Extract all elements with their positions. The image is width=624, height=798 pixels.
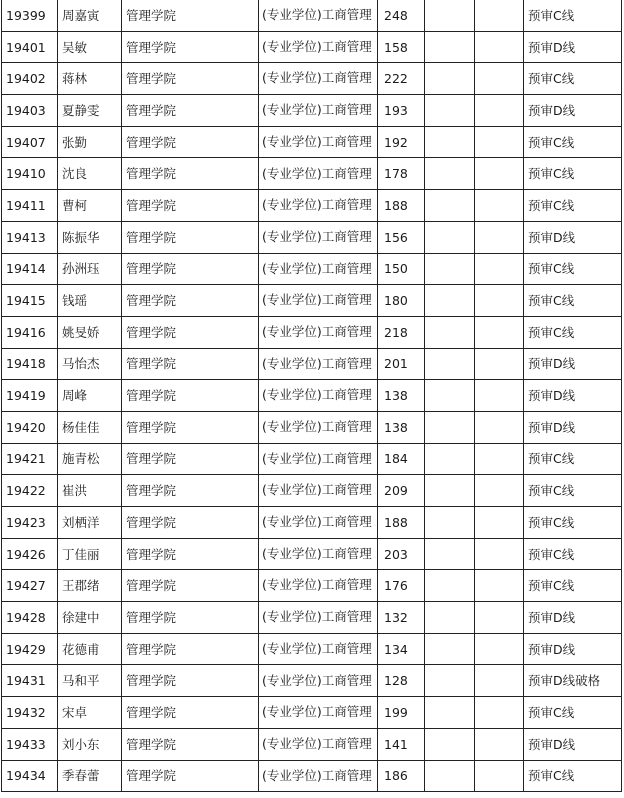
review-note-cell: 预审C线 (524, 158, 622, 190)
empty-cell (475, 95, 524, 127)
score-cell: 248 (378, 0, 425, 31)
applicant-id-cell: 19419 (2, 380, 58, 412)
table-row (2, 285, 622, 317)
score-cell: 199 (378, 697, 425, 729)
applicant-id-cell: 19415 (2, 285, 58, 317)
applicant-name-cell: 徐建中 (58, 602, 122, 634)
major-cell: (专业学位)工商管理 (259, 602, 378, 634)
major-cell: (专业学位)工商管理 (259, 633, 378, 665)
school-cell: 管理学院 (122, 380, 259, 412)
empty-cell (475, 0, 524, 31)
empty-cell (475, 253, 524, 285)
empty-cell (425, 760, 475, 792)
applicant-name-cell: 刘小东 (58, 728, 122, 760)
empty-cell (475, 728, 524, 760)
empty-cell (425, 570, 475, 602)
applicant-id-cell: 19407 (2, 126, 58, 158)
school-cell: 管理学院 (122, 95, 259, 127)
school-cell: 管理学院 (122, 190, 259, 222)
empty-cell (425, 253, 475, 285)
school-cell: 管理学院 (122, 538, 259, 570)
score-cell: 158 (378, 31, 425, 63)
school-cell: 管理学院 (122, 570, 259, 602)
review-note-cell: 预审C线 (524, 697, 622, 729)
table-row (2, 760, 622, 792)
score-cell: 201 (378, 348, 425, 380)
empty-cell (475, 221, 524, 253)
table-row (2, 728, 622, 760)
review-note-cell: 预审C线 (524, 316, 622, 348)
score-cell: 128 (378, 665, 425, 697)
empty-cell (425, 475, 475, 507)
empty-cell (425, 221, 475, 253)
school-cell: 管理学院 (122, 348, 259, 380)
applicant-name-cell: 曹柯 (58, 190, 122, 222)
applicant-id-cell: 19413 (2, 221, 58, 253)
major-cell: (专业学位)工商管理 (259, 507, 378, 539)
empty-cell (425, 538, 475, 570)
school-cell: 管理学院 (122, 602, 259, 634)
school-cell: 管理学院 (122, 253, 259, 285)
review-note-cell: 预审D线 (524, 380, 622, 412)
applicant-name-cell: 马和平 (58, 665, 122, 697)
applicant-name-cell: 周嘉寅 (58, 0, 122, 31)
review-note-cell: 预审D线 (524, 633, 622, 665)
review-note-cell: 预审D线 (524, 95, 622, 127)
empty-cell (475, 63, 524, 95)
review-note-cell: 预审D线破格 (524, 665, 622, 697)
empty-cell (475, 380, 524, 412)
applicant-id-cell: 19429 (2, 633, 58, 665)
applicant-id-cell: 19416 (2, 316, 58, 348)
empty-cell (425, 285, 475, 317)
applicant-id-cell: 19422 (2, 475, 58, 507)
table-row (2, 665, 622, 697)
major-cell: (专业学位)工商管理 (259, 538, 378, 570)
major-cell: (专业学位)工商管理 (259, 126, 378, 158)
school-cell: 管理学院 (122, 443, 259, 475)
review-note-cell: 预审C线 (524, 760, 622, 792)
table-row (2, 253, 622, 285)
table-row (2, 31, 622, 63)
applicant-name-cell: 陈振华 (58, 221, 122, 253)
review-note-cell: 预审D线 (524, 348, 622, 380)
applicant-id-cell: 19399 (2, 0, 58, 31)
table-row (2, 348, 622, 380)
table-row (2, 95, 622, 127)
school-cell: 管理学院 (122, 31, 259, 63)
score-cell: 203 (378, 538, 425, 570)
empty-cell (475, 665, 524, 697)
score-cell: 188 (378, 507, 425, 539)
applicant-id-cell: 19431 (2, 665, 58, 697)
score-cell: 180 (378, 285, 425, 317)
score-cell: 192 (378, 126, 425, 158)
review-note-cell: 预审C线 (524, 190, 622, 222)
school-cell: 管理学院 (122, 316, 259, 348)
major-cell: (专业学位)工商管理 (259, 158, 378, 190)
applicant-name-cell: 孙洲珏 (58, 253, 122, 285)
major-cell: (专业学位)工商管理 (259, 31, 378, 63)
empty-cell (475, 475, 524, 507)
score-cell: 134 (378, 633, 425, 665)
empty-cell (425, 697, 475, 729)
empty-cell (475, 316, 524, 348)
empty-cell (425, 443, 475, 475)
school-cell: 管理学院 (122, 665, 259, 697)
applicant-id-cell: 19423 (2, 507, 58, 539)
review-note-cell: 预审D线 (524, 602, 622, 634)
table-row (2, 316, 622, 348)
major-cell: (专业学位)工商管理 (259, 348, 378, 380)
review-note-cell: 预审D线 (524, 221, 622, 253)
applicant-id-cell: 19433 (2, 728, 58, 760)
major-cell: (专业学位)工商管理 (259, 411, 378, 443)
empty-cell (475, 411, 524, 443)
empty-cell (475, 126, 524, 158)
empty-cell (425, 95, 475, 127)
score-cell: 176 (378, 570, 425, 602)
applicant-id-cell: 19420 (2, 411, 58, 443)
score-cell: 209 (378, 475, 425, 507)
review-note-cell: 预审D线 (524, 31, 622, 63)
major-cell: (专业学位)工商管理 (259, 697, 378, 729)
applicant-id-cell: 19402 (2, 63, 58, 95)
table-row (2, 63, 622, 95)
empty-cell (475, 538, 524, 570)
table-row (2, 570, 622, 602)
school-cell: 管理学院 (122, 221, 259, 253)
major-cell: (专业学位)工商管理 (259, 570, 378, 602)
empty-cell (425, 380, 475, 412)
applicant-id-cell: 19403 (2, 95, 58, 127)
applicant-id-cell: 19426 (2, 538, 58, 570)
score-cell: 178 (378, 158, 425, 190)
applicant-name-cell: 张勤 (58, 126, 122, 158)
table-row (2, 221, 622, 253)
score-cell: 193 (378, 95, 425, 127)
score-cell: 184 (378, 443, 425, 475)
empty-cell (425, 411, 475, 443)
review-note-cell: 预审D线 (524, 728, 622, 760)
school-cell: 管理学院 (122, 0, 259, 31)
review-note-cell: 预审C线 (524, 126, 622, 158)
major-cell: (专业学位)工商管理 (259, 285, 378, 317)
review-note-cell: 预审C线 (524, 253, 622, 285)
major-cell: (专业学位)工商管理 (259, 253, 378, 285)
review-note-cell: 预审C线 (524, 570, 622, 602)
empty-cell (425, 728, 475, 760)
score-cell: 138 (378, 380, 425, 412)
applicant-id-cell: 19421 (2, 443, 58, 475)
applicant-name-cell: 王郡绪 (58, 570, 122, 602)
table-row (2, 602, 622, 634)
applicant-table-body (2, 0, 622, 792)
table-row (2, 158, 622, 190)
applicant-name-cell: 沈良 (58, 158, 122, 190)
empty-cell (425, 507, 475, 539)
score-cell: 150 (378, 253, 425, 285)
major-cell: (专业学位)工商管理 (259, 380, 378, 412)
major-cell: (专业学位)工商管理 (259, 760, 378, 792)
school-cell: 管理学院 (122, 126, 259, 158)
applicant-name-cell: 花德甫 (58, 633, 122, 665)
school-cell: 管理学院 (122, 507, 259, 539)
empty-cell (425, 190, 475, 222)
empty-cell (475, 570, 524, 602)
major-cell: (专业学位)工商管理 (259, 475, 378, 507)
empty-cell (475, 443, 524, 475)
score-cell: 188 (378, 190, 425, 222)
table-row (2, 507, 622, 539)
empty-cell (425, 602, 475, 634)
score-cell: 132 (378, 602, 425, 634)
empty-cell (425, 633, 475, 665)
applicant-id-cell: 19434 (2, 760, 58, 792)
empty-cell (425, 126, 475, 158)
school-cell: 管理学院 (122, 760, 259, 792)
school-cell: 管理学院 (122, 633, 259, 665)
applicant-id-cell: 19410 (2, 158, 58, 190)
empty-cell (475, 760, 524, 792)
school-cell: 管理学院 (122, 63, 259, 95)
table-row (2, 633, 622, 665)
major-cell: (专业学位)工商管理 (259, 665, 378, 697)
applicant-id-cell: 19401 (2, 31, 58, 63)
score-cell: 186 (378, 760, 425, 792)
applicant-id-cell: 19418 (2, 348, 58, 380)
table-row (2, 380, 622, 412)
applicant-name-cell: 蒋林 (58, 63, 122, 95)
applicant-name-cell: 宋卓 (58, 697, 122, 729)
school-cell: 管理学院 (122, 158, 259, 190)
empty-cell (425, 0, 475, 31)
table-row (2, 443, 622, 475)
empty-cell (475, 158, 524, 190)
table-row (2, 126, 622, 158)
empty-cell (425, 63, 475, 95)
applicant-name-cell: 施青松 (58, 443, 122, 475)
applicant-id-cell: 19414 (2, 253, 58, 285)
applicant-name-cell: 姚旻娇 (58, 316, 122, 348)
major-cell: (专业学位)工商管理 (259, 443, 378, 475)
empty-cell (425, 348, 475, 380)
major-cell: (专业学位)工商管理 (259, 190, 378, 222)
applicant-name-cell: 吴敏 (58, 31, 122, 63)
school-cell: 管理学院 (122, 475, 259, 507)
review-note-cell: 预审C线 (524, 443, 622, 475)
table-row (2, 0, 622, 31)
applicant-name-cell: 丁佳丽 (58, 538, 122, 570)
score-cell: 138 (378, 411, 425, 443)
applicant-name-cell: 刘栖洋 (58, 507, 122, 539)
review-note-cell: 预审D线 (524, 411, 622, 443)
major-cell: (专业学位)工商管理 (259, 95, 378, 127)
review-note-cell: 预审C线 (524, 285, 622, 317)
table-row (2, 190, 622, 222)
school-cell: 管理学院 (122, 697, 259, 729)
score-cell: 218 (378, 316, 425, 348)
applicant-name-cell: 周峰 (58, 380, 122, 412)
school-cell: 管理学院 (122, 285, 259, 317)
applicant-id-cell: 19432 (2, 697, 58, 729)
empty-cell (475, 31, 524, 63)
major-cell: (专业学位)工商管理 (259, 728, 378, 760)
applicant-name-cell: 钱瑶 (58, 285, 122, 317)
applicant-id-cell: 19411 (2, 190, 58, 222)
applicant-id-cell: 19428 (2, 602, 58, 634)
empty-cell (425, 31, 475, 63)
empty-cell (425, 316, 475, 348)
major-cell: (专业学位)工商管理 (259, 316, 378, 348)
school-cell: 管理学院 (122, 728, 259, 760)
applicant-id-cell: 19427 (2, 570, 58, 602)
major-cell: (专业学位)工商管理 (259, 63, 378, 95)
table-row (2, 697, 622, 729)
applicant-name-cell: 崔洪 (58, 475, 122, 507)
table-row (2, 475, 622, 507)
empty-cell (475, 190, 524, 222)
table-row (2, 538, 622, 570)
applicant-name-cell: 季春蕾 (58, 760, 122, 792)
applicant-name-cell: 夏静雯 (58, 95, 122, 127)
empty-cell (475, 285, 524, 317)
major-cell: (专业学位)工商管理 (259, 221, 378, 253)
review-note-cell: 预审C线 (524, 0, 622, 31)
table-row (2, 411, 622, 443)
empty-cell (425, 158, 475, 190)
empty-cell (475, 633, 524, 665)
empty-cell (475, 602, 524, 634)
empty-cell (475, 348, 524, 380)
review-note-cell: 预审C线 (524, 475, 622, 507)
school-cell: 管理学院 (122, 411, 259, 443)
score-cell: 156 (378, 221, 425, 253)
empty-cell (475, 697, 524, 729)
review-note-cell: 预审C线 (524, 538, 622, 570)
score-cell: 141 (378, 728, 425, 760)
applicant-name-cell: 杨佳佳 (58, 411, 122, 443)
major-cell: (专业学位)工商管理 (259, 0, 378, 31)
empty-cell (425, 665, 475, 697)
applicant-name-cell: 马怡杰 (58, 348, 122, 380)
applicant-table (1, 0, 622, 792)
empty-cell (475, 507, 524, 539)
review-note-cell: 预审C线 (524, 63, 622, 95)
score-cell: 222 (378, 63, 425, 95)
review-note-cell: 预审C线 (524, 507, 622, 539)
